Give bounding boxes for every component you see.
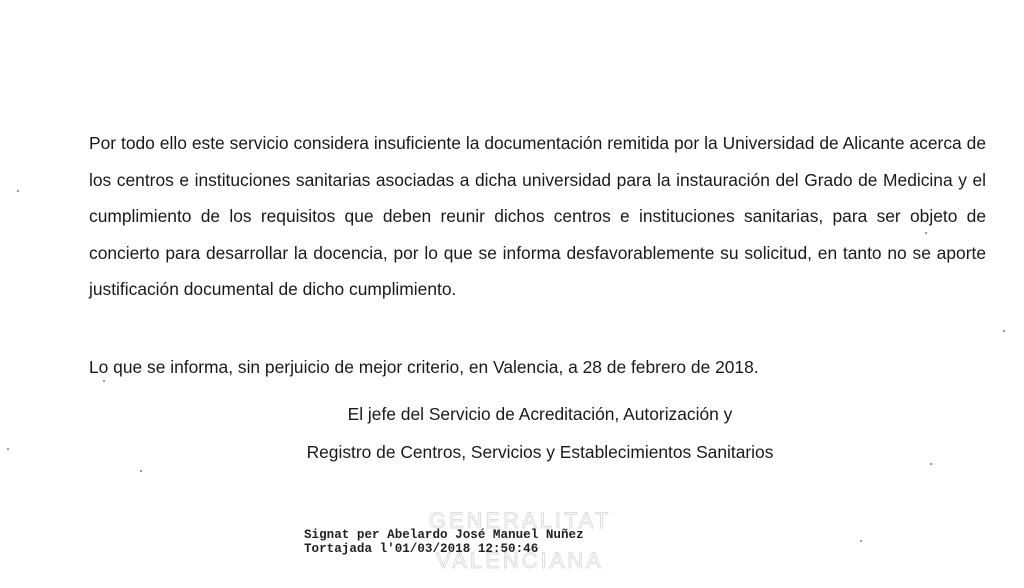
signer-title: [200, 395, 880, 471]
scan-speck: [7, 448, 9, 450]
scan-speck: [1003, 330, 1005, 332]
scan-speck: [925, 232, 927, 234]
digital-signature-line-1: Signat per Abelardo José Manuel Nuñez: [304, 528, 584, 542]
closing-paragraph: Lo que se informa, sin perjuicio de mejor criterio, en Valencia, a 28 de febrero de 2018.: [89, 357, 759, 377]
main-paragraph: Por todo ello este servicio considera insuficiente la documentación remitida por la Universidad de Alicante acerca de los centros e instituciones sanitarias asociadas a dicha universidad para la instauración del Grado de Medicina y el cumplimiento de los requisitos que deben reunir dichos centros e instituciones sanitarias, para ser objeto de concierto para desarrollar la docencia, por lo que se informa desfavorablemente su solicitud, en tanto no se aporte justificación documental de dicho cumplimiento.: [89, 133, 986, 300]
signer-title-line-2: Registro de Centros, Servicios y Establecimientos Sanitarios: [306, 442, 774, 462]
svg-text:VALENCIANA: VALENCIANA: [436, 548, 604, 573]
main-paragraph-block: [89, 125, 986, 308]
svg-text:GENERALITAT: GENERALITAT: [428, 508, 612, 533]
scan-speck: [140, 470, 142, 472]
signer-title-line-1: El jefe del Servicio de Acreditación, Autorización y: [347, 404, 733, 424]
scan-speck: [860, 540, 862, 542]
digital-signature: [304, 528, 584, 556]
scan-speck: [103, 380, 105, 382]
digital-signature-line-2: Tortajada l'01/03/2018 12:50:46: [304, 542, 539, 556]
scan-speck: [930, 463, 932, 465]
scan-speck: [17, 190, 19, 192]
